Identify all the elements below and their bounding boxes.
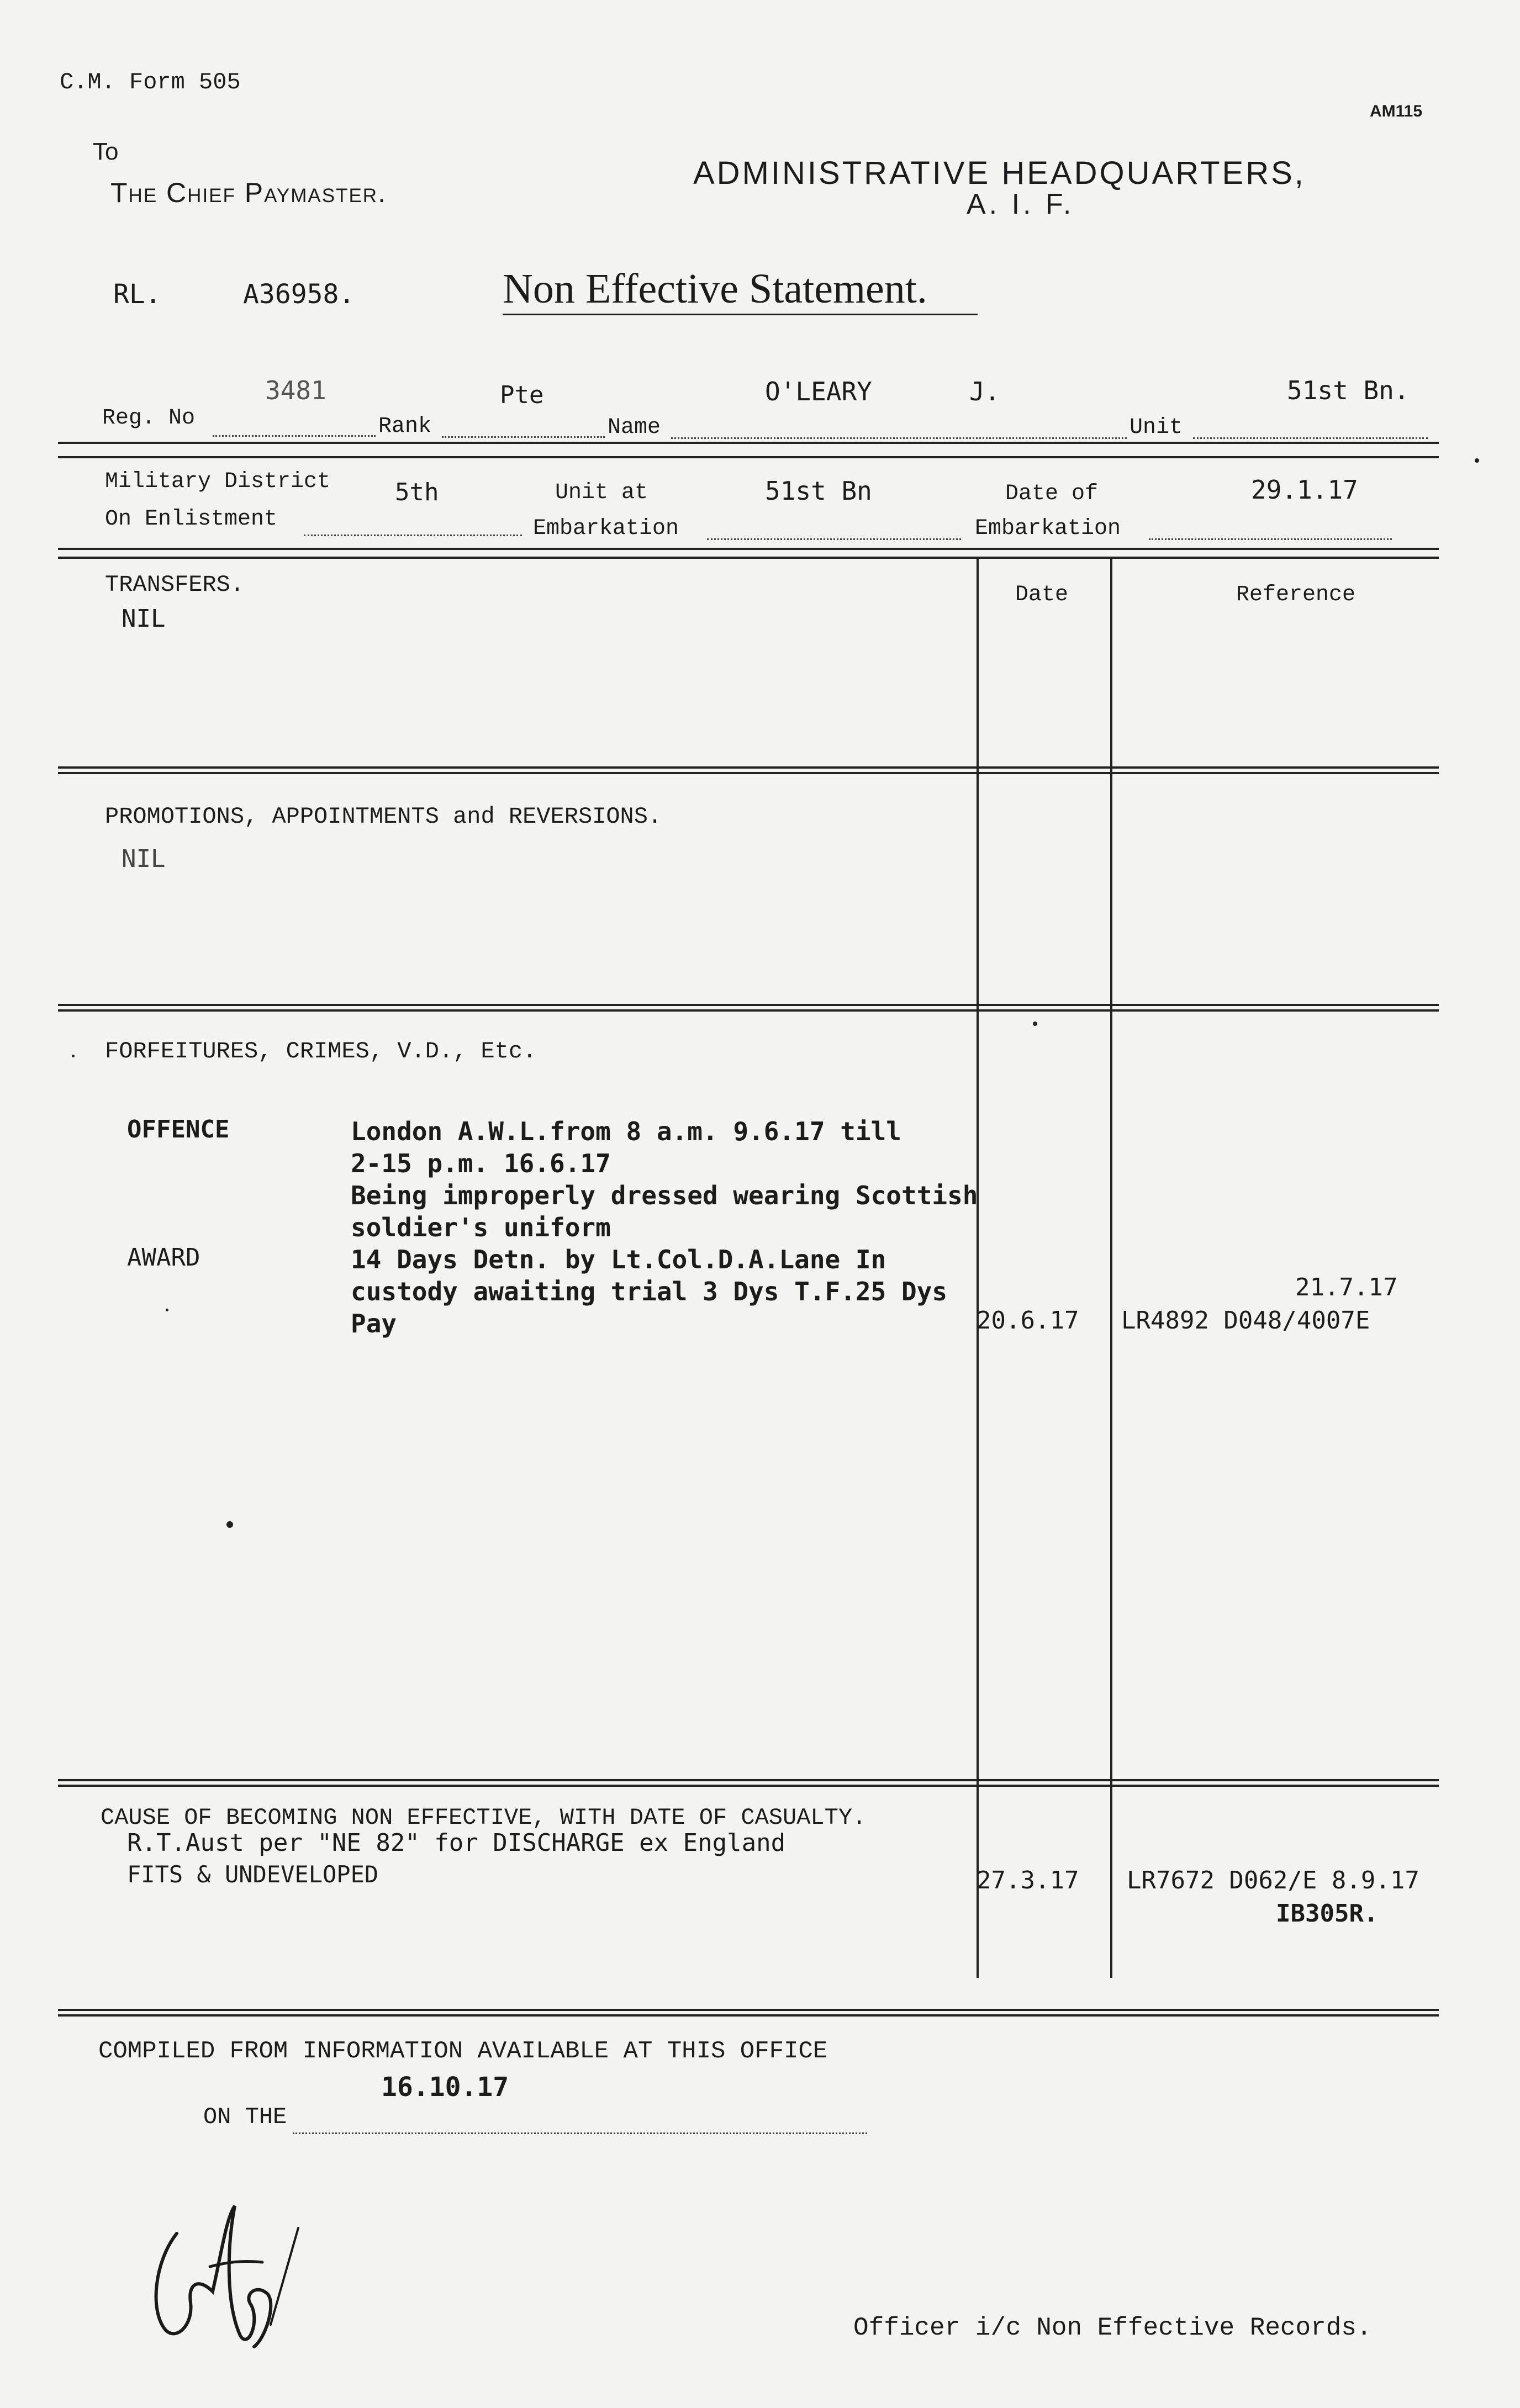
rank-label: Rank bbox=[378, 414, 432, 439]
offence-line-2: 2-15 p.m. 16.6.17 bbox=[351, 1149, 611, 1178]
offence-line-1: London A.W.L.from 8 a.m. 9.6.17 till bbox=[351, 1116, 901, 1146]
scan-speck bbox=[166, 1309, 168, 1311]
initial-value: J. bbox=[969, 377, 1000, 406]
officer-signature bbox=[144, 2195, 309, 2361]
promotions-value: NIL bbox=[122, 845, 166, 873]
offence-label: OFFENCE bbox=[127, 1115, 230, 1144]
scan-speck bbox=[1475, 458, 1479, 463]
offence-line-3: Being improperly dressed wearing Scottish bbox=[351, 1181, 978, 1210]
date-column-header: Date bbox=[1015, 583, 1069, 607]
to-label: To bbox=[93, 138, 119, 165]
transfers-value: NIL bbox=[122, 605, 166, 633]
scan-speck bbox=[72, 1055, 75, 1057]
unit-value: 51st Bn. bbox=[1287, 375, 1410, 405]
promotions-heading: PROMOTIONS, APPOINTMENTS and REVERSIONS. bbox=[105, 803, 662, 830]
award-line-1: 14 Days Detn. by Lt.Col.D.A.Lane In bbox=[351, 1245, 886, 1274]
unit-embark-label-2: Embarkation bbox=[533, 516, 679, 541]
award-line-3: Pay bbox=[351, 1309, 397, 1338]
hq-aif: A. I. F. bbox=[967, 188, 1075, 220]
rule bbox=[58, 548, 1439, 550]
section-rule bbox=[58, 2009, 1439, 2017]
unit-embark-value: 51st Bn bbox=[765, 476, 872, 506]
reg-number: 3481 bbox=[265, 375, 326, 405]
forfeiture-reference-date: 21.7.17 bbox=[1295, 1273, 1398, 1301]
forfeitures-heading: FORFEITURES, CRIMES, V.D., Etc. bbox=[105, 1038, 537, 1065]
ref-prefix: RL. bbox=[113, 279, 161, 310]
district-label-2: On Enlistment bbox=[105, 507, 278, 532]
on-the-label: ON THE bbox=[203, 2104, 287, 2130]
ref-number: A36958. bbox=[243, 279, 355, 310]
rule bbox=[58, 557, 1439, 559]
offence-line-4: soldier's uniform bbox=[351, 1213, 611, 1242]
compiled-statement: COMPILED FROM INFORMATION AVAILABLE AT THIS OFFICE bbox=[98, 2037, 828, 2065]
rule bbox=[58, 442, 1439, 444]
cause-line-1: R.T.Aust per "NE 82" for DISCHARGE ex England bbox=[127, 1829, 786, 1857]
cause-date: 27.3.17 bbox=[977, 1866, 1079, 1894]
reg-label: Reg. No bbox=[102, 406, 196, 431]
document-title: Non Effective Statement. bbox=[503, 266, 927, 312]
district-label: Military District bbox=[105, 469, 331, 494]
unit-label: Unit bbox=[1130, 415, 1183, 440]
forfeiture-reference: LR4892 D048/4007E bbox=[1121, 1306, 1370, 1335]
reference-column-header: Reference bbox=[1236, 583, 1356, 607]
date-embark-value: 29.1.17 bbox=[1251, 475, 1358, 505]
date-embark-label-2: Embarkation bbox=[975, 516, 1121, 541]
hq-name: ADMINISTRATIVE HEADQUARTERS, bbox=[693, 155, 1306, 191]
transfers-heading: TRANSFERS. bbox=[105, 571, 245, 598]
date-embark-label: Date of bbox=[1005, 481, 1099, 506]
cause-line-2: FITS & UNDEVELOPED bbox=[127, 1861, 379, 1888]
form-code: AM115 bbox=[1370, 102, 1423, 120]
section-rule bbox=[58, 766, 1439, 774]
cause-reference: LR7672 D062/E 8.9.17 bbox=[1127, 1866, 1419, 1894]
rule bbox=[58, 456, 1439, 458]
section-rule bbox=[58, 1004, 1439, 1012]
district-value: 5th bbox=[395, 478, 439, 506]
section-rule bbox=[58, 1779, 1439, 1787]
scan-speck bbox=[1033, 1022, 1037, 1026]
award-label: AWARD bbox=[127, 1243, 200, 1272]
name-value: O'LEARY bbox=[765, 377, 872, 406]
rank-value: Pte bbox=[500, 381, 544, 409]
award-text bbox=[351, 1243, 947, 1340]
name-label: Name bbox=[608, 415, 661, 440]
offence-text bbox=[351, 1115, 978, 1243]
unit-embark-label: Unit at bbox=[555, 480, 648, 505]
officer-title: Officer i/c Non Effective Records. bbox=[853, 2314, 1372, 2342]
scan-speck bbox=[226, 1521, 233, 1528]
award-line-2: custody awaiting trial 3 Dys T.F.25 Dys bbox=[351, 1277, 948, 1306]
cause-heading: CAUSE OF BECOMING NON EFFECTIVE, WITH DATE OF CASUALTY. bbox=[101, 1804, 867, 1831]
cause-reference-2: IB305R. bbox=[1276, 1899, 1379, 1928]
recipient: The Chief Paymaster. bbox=[110, 177, 387, 208]
forfeiture-date: 20.6.17 bbox=[977, 1306, 1079, 1335]
compiled-date: 16.10.17 bbox=[381, 2072, 509, 2103]
title-underline bbox=[503, 314, 978, 315]
form-number: C.M. Form 505 bbox=[60, 69, 241, 96]
